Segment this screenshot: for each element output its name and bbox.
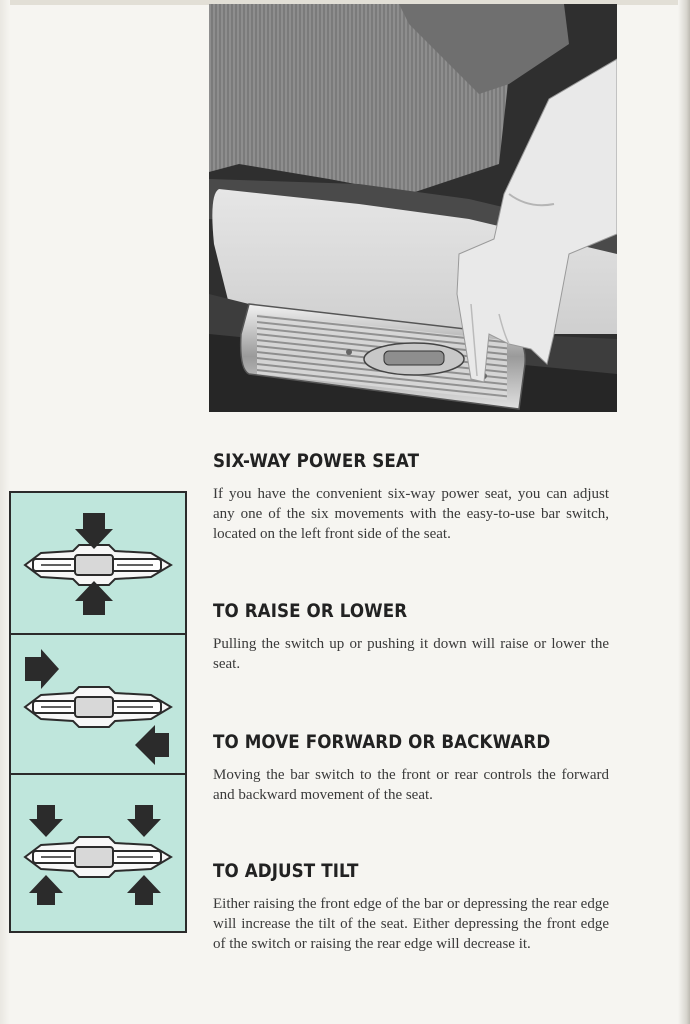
section-adjust-tilt [213, 860, 609, 954]
section-raise-lower [213, 600, 609, 674]
arrow-up-icon [29, 875, 63, 905]
switch-diagram-column [9, 491, 187, 933]
tilt-diagram [11, 773, 185, 933]
arrow-down-icon [75, 513, 113, 549]
arrow-backward-icon [135, 725, 169, 765]
section-body: If you have the convenient six-way power seat, you can adjust any one of the six movements with the easy-to-use bar switch, located on the left front side of the seat. [213, 486, 609, 542]
arrow-up-icon [127, 875, 161, 905]
section-body: Either raising the front edge of the bar or depressing the rear edge will increase the tilt of the seat. Either depressing the front edge of the switch or raising the rear edge will decrease it. [213, 896, 609, 952]
switch-bar-icon [25, 837, 171, 877]
switch-bar-icon [25, 687, 171, 727]
section-body: Moving the bar switch to the front or rear controls the forward and backward movement of the seat. [213, 767, 609, 803]
seat-switch-photo [209, 4, 617, 412]
switch-bar-icon [25, 545, 171, 585]
section-heading: TO MOVE FORWARD OR BACKWARD [213, 731, 551, 753]
arrow-forward-icon [25, 649, 59, 689]
section-heading: SIX-WAY POWER SEAT [213, 450, 420, 472]
arrow-up-icon [75, 581, 113, 615]
page-right-edge [678, 0, 690, 1024]
section-heading: TO ADJUST TILT [213, 860, 359, 882]
arrow-down-icon [29, 805, 63, 837]
section-heading: TO RAISE OR LOWER [213, 600, 408, 622]
section-forward-backward [213, 731, 609, 805]
raise-lower-diagram [11, 493, 185, 633]
forward-backward-diagram [11, 633, 185, 775]
section-body: Pulling the switch up or pushing it down will raise or lower the seat. [213, 636, 609, 672]
section-six-way-power-seat [213, 450, 609, 544]
arrow-down-icon [127, 805, 161, 837]
